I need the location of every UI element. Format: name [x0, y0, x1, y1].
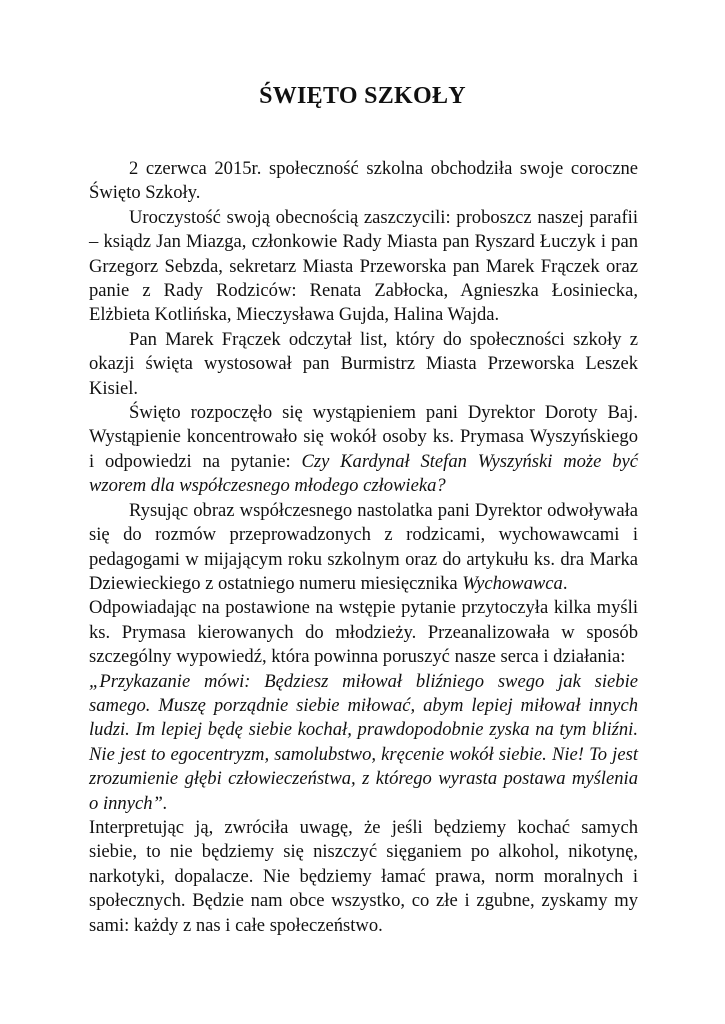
- paragraph-end: .: [562, 572, 568, 594]
- question-italic: Czy Kardynał Stefan Wyszyński może być wzorem dla współczesnego młodego człowieka?: [89, 450, 638, 497]
- article-body: [89, 157, 638, 938]
- paragraph-text: Rysując obraz współczesnego nastolatka pani Dyrektor odwoływała się do rozmów przeprowadzonych z rodzicami, wychowawcami i pedagogami w mijającym roku szkolnym oraz do artykułu ks. dra Marka Dziewieckiego z ostatniego numeru miesięcznika: [89, 499, 638, 594]
- paragraph-text: Odpowiadając na postawione na wstępie pytanie przytoczyła kilka myśli ks. Prymasa kierowanych do młodzieży. Przeanalizowała w sposób szczególny wypowiedź, która powinna poruszyć nasze serca i działania:: [89, 597, 638, 668]
- paragraph-text: Pan Marek Frączek odczytał list, który do społeczności szkoły z okazji święta wystosował pan Burmistrz Miasta Przeworska Leszek Kisiel.: [89, 328, 638, 399]
- paragraph-text: Interpretując ją, zwróciła uwagę, że jeśli będziemy kochać samych siebie, to nie będziemy się niszczyć sięganiem po alkohol, nikotynę, narkotyki, dopalacze. Nie będziemy łamać prawa, norm moralnych i społecznych. Będzie nam obce wszystko, co złe i zgubne, zyskamy my sami: każdy z nas i całe społeczeństwo.: [89, 816, 638, 936]
- paragraph-primate-thoughts: [89, 596, 638, 669]
- paragraph-teenager-portrait: [89, 499, 638, 597]
- paragraph-text: Święto rozpoczęło się wystąpieniem pani Dyrektor Doroty Baj. Wystąpienie koncentrowało się wokół osoby ks. Prymasa Wyszyńskiego i odpowiedzi na pytanie:: [89, 402, 638, 472]
- magazine-title-italic: Wychowawca: [462, 572, 563, 594]
- primate-quote: „Przykazanie mówi: Będziesz miłował bliźniego swego jak siebie samego. Muszę porządnie siebie miłować, abym lepiej miłował innych ludzi. Im lepiej będę siebie kochał, prawdopodobnie zyska na tym bliźni. Nie jest to egocentryzm, samolubstwo, kręcenie wokół siebie. Nie! To jest zrozumienie głębi człowieczeństwa, z którego wyrasta postawa myślenia o innych”.: [89, 670, 638, 814]
- paragraph-guests: [89, 206, 638, 328]
- paragraph-text: Uroczystość swoją obecnością zaszczycili: proboszcz naszej parafii – ksiądz Jan Miazga, członkowie Rady Miasta pan Ryszard Łuczyk i pan Grzegorz Sebzda, sekretarz Miasta Przeworska pan Marek Frączek oraz panie z Rady Rodziców: Renata Zabłocka, Agnieszka Łosiniecka, Elżbieta Kotlińska, Mieczysława Gujda, Halina Wajda.: [89, 206, 638, 326]
- paragraph-interpretation: [89, 816, 638, 938]
- page-title: ŚWIĘTO SZKOŁY: [259, 83, 466, 109]
- paragraph-text: 2 czerwca 2015r. społeczność szkolna obchodziła swoje coroczne Święto Szkoły.: [89, 158, 638, 204]
- paragraph-celebration-date: [89, 157, 638, 206]
- paragraph-director-speech: [89, 401, 638, 499]
- paragraph-letter: [89, 328, 638, 401]
